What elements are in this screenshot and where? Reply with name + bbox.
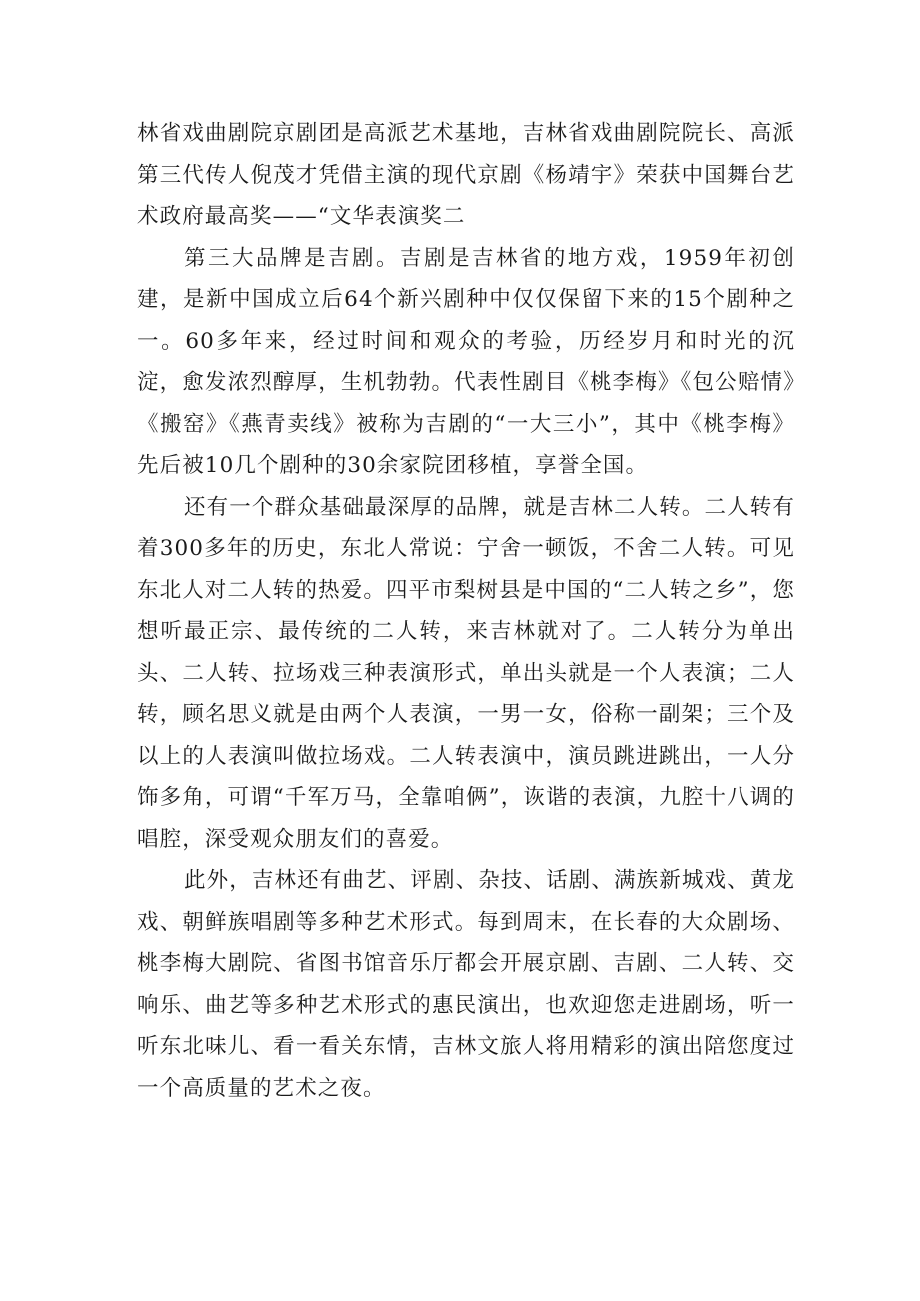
paragraph-jiju: 第三大品牌是吉剧。吉剧是吉林省的地方戏，1959年初创建，是新中国成立后64个新兴剧种中仅仅保留下来的15个剧种之一。60多年来，经过时间和观众的考验，历经岁月和时光的沉淀，愈发浓烈醇厚，生机勃勃。代表性剧目《桃李梅》《包公赔情》《搬窑》《燕青卖线》被称为吉剧的“一大三小”，其中《桃李梅》先后被10几个剧种的30余家院团移植，享誉全国。 [137, 245, 795, 478]
document-body [137, 113, 795, 1109]
paragraph-errenzhuan: 还有一个群众基础最深厚的品牌，就是吉林二人转。二人转有着300多年的历史，东北人常说：宁舍一顿饭，不舍二人转。可见东北人对二人转的热爱。四平市梨树县是中国的“二人转之乡”，您想听最正宗、最传统的二人转，来吉林就对了。二人转分为单出头、二人转、拉场戏三种表演形式，单出头就是一个人表演；二人转，顾名思义就是由两个人表演，一男一女，俗称一副架；三个及以上的人表演叫做拉场戏。二人转表演中，演员跳进跳出，一人分饰多角，可谓“千军万马，全靠咱俩”，诙谐的表演，九腔十八调的唱腔，深受观众朋友们的喜爱。 [137, 494, 795, 852]
paragraph-continued: 林省戏曲剧院京剧团是高派艺术基地，吉林省戏曲剧院院长、高派第三代传人倪茂才凭借主演的现代京剧《杨靖宇》荣获中国舞台艺术政府最高奖——“文华表演奖二 [137, 121, 795, 229]
paragraph-other-arts: 此外，吉林还有曲艺、评剧、杂技、话剧、满族新城戏、黄龙戏、朝鲜族唱剧等多种艺术形式。每到周末，在长春的大众剧场、桃李梅大剧院、省图书馆音乐厅都会开展京剧、吉剧、二人转、交响乐、曲艺等多种艺术形式的惠民演出，也欢迎您走进剧场，听一听东北味儿、看一看关东情，吉林文旅人将用精彩的演出陪您度过一个高质量的艺术之夜。 [137, 868, 795, 1101]
